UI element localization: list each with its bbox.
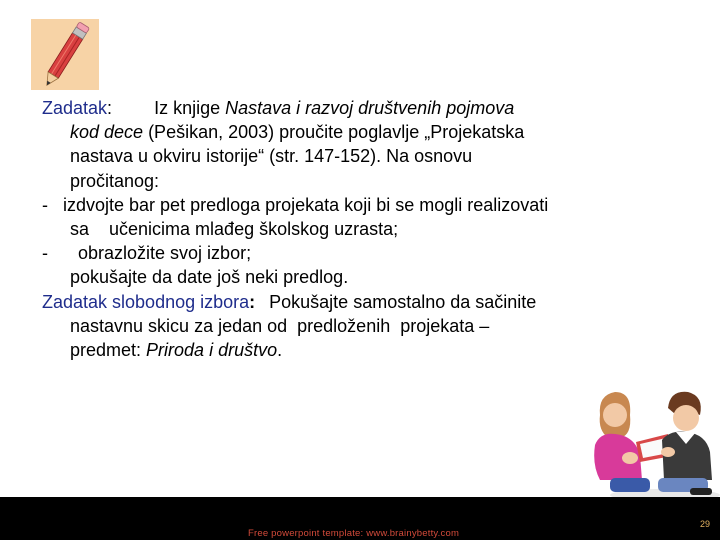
- optional-line-2: nastavnu skicu za jedan od predloženih projekata –: [70, 315, 490, 336]
- task-line-2: kod dece (Pešikan, 2003) proučite poglavlje „Projekatska: [70, 122, 525, 143]
- task-line-3: nastava u okviru istorije“ (str. 147-152). Na osnovu: [70, 146, 473, 167]
- optional-line-3: predmet: Priroda i društvo.: [70, 340, 283, 361]
- page-number: 29: [700, 519, 711, 529]
- children-reading-illustration: [580, 380, 720, 500]
- optional-line-1: Zadatak slobodnog izbora: Pokušajte samostalno da sačinite: [42, 291, 537, 312]
- book-title: Nastava i razvoj društvenih pojmova: [225, 98, 515, 118]
- pencil-icon-box: [31, 19, 99, 90]
- bullet-1: - izdvojte bar pet predloga projekata koji bi se mogli realizovati: [42, 194, 549, 215]
- bullet-3: pokušajte da date još neki predlog.: [70, 267, 349, 288]
- task-line-1: Zadatak: Iz knjige Nastava i razvoj društvenih pojmova: [42, 98, 515, 118]
- template-credit: Free powerpoint template: www.brainybetty.com: [248, 528, 460, 539]
- bullet-2: - obrazložite svoj izbor;: [42, 243, 252, 264]
- footer-bar: [0, 497, 720, 540]
- bullet-1-cont: sa učenicima mlađeg školskog uzrasta;: [70, 219, 399, 240]
- task-label: Zadatak: [42, 98, 108, 118]
- slide-body: [42, 96, 682, 362]
- subject-name: Priroda i društvo: [146, 340, 278, 361]
- optional-label: Zadatak slobodnog izbora: [42, 291, 250, 312]
- task-line-4: pročitanog:: [70, 170, 160, 191]
- pencil-icon: [31, 19, 99, 90]
